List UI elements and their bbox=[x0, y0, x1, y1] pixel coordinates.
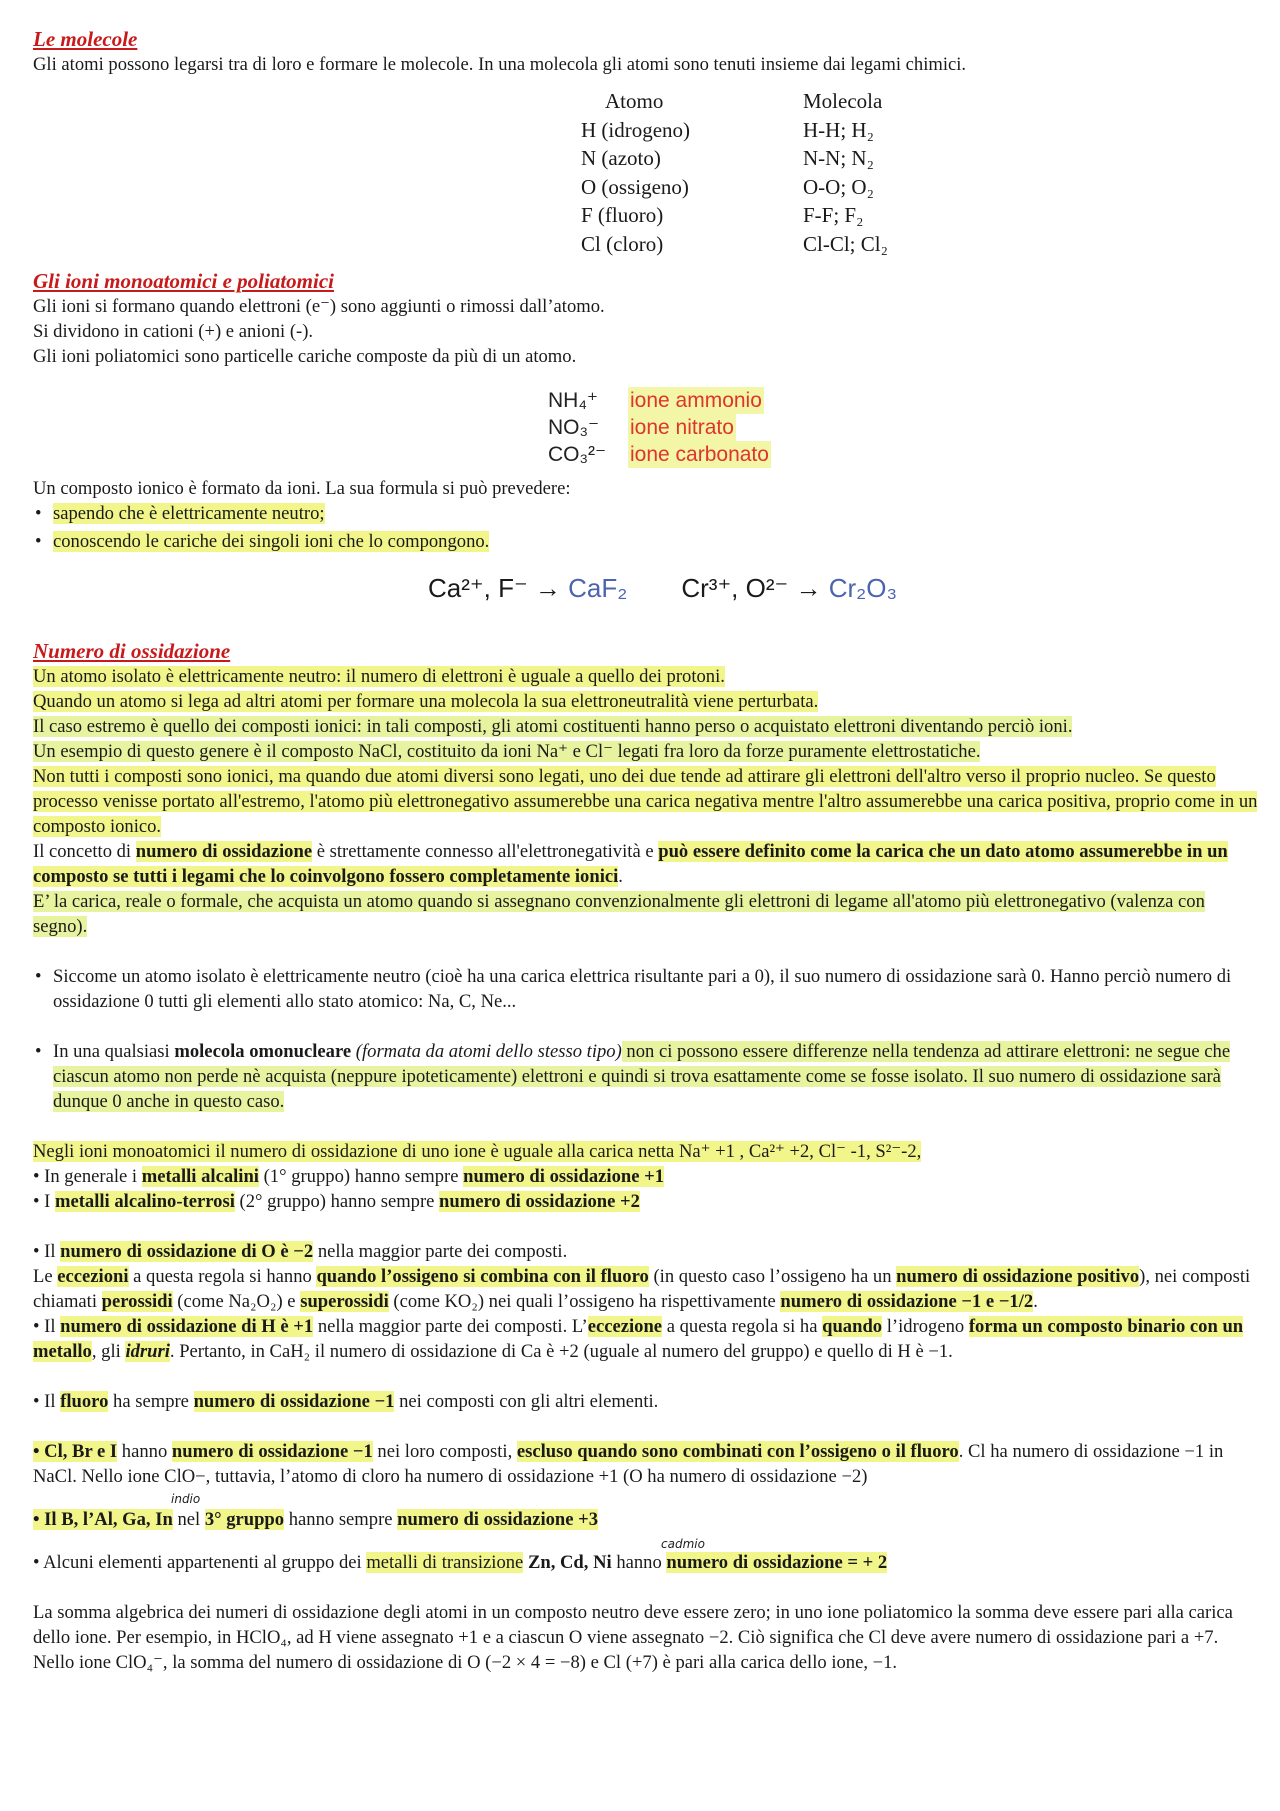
text: • Cl, Br e I bbox=[33, 1441, 118, 1462]
section-title-molecole: Le molecole bbox=[33, 27, 138, 51]
text: • Il bbox=[33, 1316, 61, 1337]
text: quando l’ossigeno si combina con il fluoro bbox=[316, 1266, 649, 1287]
ion-name: ione ammonio bbox=[630, 389, 762, 412]
paragraph bbox=[33, 714, 1258, 739]
text: numero di ossidazione −1 bbox=[193, 1391, 395, 1412]
text: metalli alcalini bbox=[141, 1166, 259, 1187]
ion-formula: NO₃⁻ bbox=[548, 416, 600, 439]
header-molecule: Molecola bbox=[803, 89, 883, 113]
text: • Alcuni elementi appartenenti al gruppo dei bbox=[33, 1552, 367, 1573]
paragraph bbox=[33, 839, 1258, 889]
text: E’ la carica, reale o formale, che acquista un atomo quando si assegnano convenzionalmente gli elettroni di legame all'atomo più elettronegativo (valenza con segno). bbox=[33, 891, 1205, 937]
atom-cell: Cl (cloro) bbox=[581, 231, 664, 256]
equation-left: Cr³⁺, O²⁻ → bbox=[681, 572, 822, 603]
ion-name: ione nitrato bbox=[630, 416, 734, 439]
text: Il concetto di bbox=[33, 841, 136, 862]
text: 3° gruppo bbox=[204, 1509, 285, 1530]
molecule-cell: F-F; F₂ bbox=[803, 203, 864, 227]
text: (formata da atomi dello stesso tipo) bbox=[351, 1041, 622, 1062]
text: numero di ossidazione di H è +1 bbox=[60, 1316, 314, 1337]
paragraph bbox=[33, 1439, 1258, 1489]
ioni-line: Si dividono in cationi (+) e anioni (-). bbox=[33, 321, 314, 342]
section-title-ioni: Gli ioni monoatomici e poliatomici bbox=[33, 269, 335, 293]
text: nei composti con gli altri elementi. bbox=[394, 1391, 659, 1412]
text: idruri bbox=[125, 1341, 170, 1362]
paragraph bbox=[33, 1164, 1258, 1189]
list-item bbox=[548, 414, 1258, 441]
paragraph bbox=[33, 889, 1258, 939]
ion-formula: CO₃²⁻ bbox=[548, 443, 607, 466]
text: . Pertanto, in CaH₂ il numero di ossidazione di Ca è +2 (uguale al numero del gruppo) e quello di H è −1. bbox=[169, 1341, 953, 1362]
text: Il caso estremo è quello dei composti ionici: in tali composti, gli atomi costituenti hanno perso o acquistato elettroni diventando perciò ioni. bbox=[33, 716, 1073, 737]
paragraph bbox=[33, 1492, 1258, 1532]
atom-cell: N (azoto) bbox=[581, 146, 661, 170]
text: . Cl ha numero di ossidazione −1 in NaCl. Nello ione ClO−, tuttavia, l’atomo di cloro ha numero di ossidazione +1 (O ha numero di ossidazione −2) bbox=[33, 1441, 1224, 1487]
text: numero di ossidazione +1 bbox=[463, 1166, 665, 1187]
bullet-text: conoscendo le cariche dei singoli ioni che lo compongono. bbox=[53, 531, 490, 552]
text: Un esempio di questo genere è il composto NaCl, costituito da ioni Na⁺ e Cl⁻ legati fra loro da forze puramente elettrostatiche. bbox=[33, 741, 981, 762]
text: • In generale i bbox=[33, 1166, 142, 1187]
bullet-text: sapendo che è elettricamente neutro; bbox=[53, 503, 325, 524]
table-row bbox=[581, 201, 888, 230]
ioni-line: Gli ioni si formano quando elettroni (e⁻) sono aggiunti o rimossi dall’atomo. bbox=[33, 296, 605, 317]
text: Un atomo isolato è elettricamente neutro: il numero di elettroni è uguale a quello dei protoni. bbox=[33, 666, 725, 687]
text: (come Na₂O₂) e bbox=[172, 1291, 301, 1312]
text: ha sempre bbox=[108, 1391, 194, 1412]
molecole-intro: Gli atomi possono legarsi tra di loro e formare le molecole. In una molecola gli atomi sono tenuti insieme dai legami chimici. bbox=[33, 54, 967, 75]
text: perossidi bbox=[101, 1291, 173, 1312]
text: (come KO₂) nei quali l’ossigeno ha rispettivamente bbox=[388, 1291, 781, 1312]
atom-molecule-table bbox=[581, 87, 888, 258]
text: a questa regola si ha bbox=[662, 1316, 823, 1337]
text: escluso quando sono combinati con l’ossigeno o il fluoro bbox=[516, 1441, 959, 1462]
text: nel bbox=[172, 1509, 205, 1530]
paragraph bbox=[33, 1314, 1258, 1364]
text: Zn, Cd, Ni bbox=[523, 1552, 612, 1573]
text: . bbox=[1033, 1291, 1038, 1312]
paragraph bbox=[33, 739, 1258, 764]
molecule-cell: Cl-Cl; Cl₂ bbox=[803, 231, 888, 256]
text: può essere definito come la carica che un dato atomo assumerebbe in un composto se tutti i legami che lo coinvolgono fossero completamente ionici bbox=[33, 841, 1228, 887]
document-content bbox=[33, 26, 1258, 1675]
list-item bbox=[548, 441, 1258, 468]
ioni-line: Gli ioni poliatomici sono particelle cariche composte da più di un atomo. bbox=[33, 346, 577, 367]
atom-cell: O (ossigeno) bbox=[581, 174, 689, 199]
list-item bbox=[33, 529, 1258, 554]
table-header-row bbox=[581, 87, 888, 116]
text: forma un composto binario con un metallo bbox=[33, 1316, 1244, 1362]
text: superossidi bbox=[300, 1291, 389, 1312]
text: hanno bbox=[611, 1552, 667, 1573]
text: eccezione bbox=[587, 1316, 663, 1337]
text: molecola omonucleare bbox=[174, 1041, 352, 1062]
table-row bbox=[581, 116, 888, 145]
text: numero di ossidazione di O è −2 bbox=[60, 1241, 314, 1262]
paragraph bbox=[33, 689, 1258, 714]
paragraph bbox=[33, 1264, 1258, 1314]
equation-left: Ca²⁺, F⁻ → bbox=[428, 572, 561, 603]
handwritten-note-indio: indio bbox=[171, 1492, 201, 1506]
paragraph bbox=[33, 1139, 1258, 1164]
text: numero di ossidazione −1 e −1/2 bbox=[780, 1291, 1034, 1312]
table-row bbox=[581, 230, 888, 259]
paragraph bbox=[33, 664, 1258, 689]
text: (1° gruppo) hanno sempre bbox=[258, 1166, 464, 1187]
text: metalli alcalino-terrosi bbox=[55, 1191, 235, 1212]
text: (in questo caso l’ossigeno ha un bbox=[648, 1266, 897, 1287]
text: metalli di transizione bbox=[366, 1552, 524, 1573]
ionic-equations bbox=[428, 568, 1258, 608]
text: • Il bbox=[33, 1241, 61, 1262]
polyatomic-ions-list bbox=[548, 387, 1258, 468]
text: non ci possono essere differenze nella tendenza ad attirare elettroni: ne segue che ciascun atomo non perde nè acquista (neppure ipoteticamente) elettroni e quindi si trova esattamente come se fosse isolato. Il suo numero di ossidazione sarà dunque 0 anche in questo caso. bbox=[53, 1041, 1231, 1112]
text: Quando un atomo si lega ad altri atomi per formare una molecola la sua elettroneutralità viene perturbata. bbox=[33, 691, 819, 712]
equation-right: CaF₂ bbox=[568, 572, 628, 603]
atom-cell: F (fluoro) bbox=[581, 203, 664, 227]
ion-formula: NH₄⁺ bbox=[548, 389, 598, 412]
section-title-ossidazione: Numero di ossidazione bbox=[33, 639, 231, 663]
paragraph bbox=[33, 1600, 1258, 1675]
handwritten-note-cadmio: cadmio bbox=[661, 1537, 705, 1551]
paragraph bbox=[33, 764, 1258, 839]
text: (2° gruppo) hanno sempre bbox=[234, 1191, 440, 1212]
text: Non tutti i composti sono ionici, ma quando due atomi diversi sono legati, uno dei due tende ad attirare gli elettroni dell'altro verso il proprio nucleo. Se questo processo venisse portato all'estremo, l'atomo più elettronegativo assumerebbe una carica negativa mentre l'altro assumerebbe una carica positiva, proprio come in un composto ionico. bbox=[33, 766, 1258, 837]
equation-right: Cr₂O₃ bbox=[828, 572, 898, 603]
atom-cell: H (idrogeno) bbox=[581, 117, 691, 142]
table-row bbox=[581, 144, 888, 173]
text: • I bbox=[33, 1191, 55, 1212]
paragraph bbox=[33, 1389, 1258, 1414]
paragraph bbox=[33, 1537, 1258, 1575]
molecule-cell: O-O; O₂ bbox=[803, 174, 874, 199]
text: numero di ossidazione −1 bbox=[171, 1441, 373, 1462]
list-item bbox=[33, 1039, 1258, 1114]
paragraph bbox=[33, 1189, 1258, 1214]
header-atom: Atomo bbox=[605, 89, 664, 113]
molecule-cell: H-H; H₂ bbox=[803, 117, 874, 142]
text: In una qualsiasi bbox=[53, 1041, 175, 1062]
text: numero di ossidazione = + 2 bbox=[666, 1552, 888, 1573]
text: nei loro composti, bbox=[372, 1441, 517, 1462]
text: Le bbox=[33, 1266, 58, 1287]
bullet-text: Siccome un atomo isolato è elettricamente neutro (cioè ha una carica elettrica risultante pari a 0), il suo numero di ossidazione sarà 0. Hanno perciò numero di ossidazione 0 tutti gli elementi allo stato atomico: Na, C, Ne... bbox=[53, 966, 1232, 1012]
text: numero di ossidazione +2 bbox=[439, 1191, 640, 1212]
compound-intro: Un composto ionico è formato da ioni. La sua formula si può prevedere: bbox=[33, 478, 571, 499]
text: eccezioni bbox=[57, 1266, 129, 1287]
molecule-cell: N-N; N₂ bbox=[803, 146, 874, 170]
text: quando bbox=[822, 1316, 883, 1337]
text: numero di ossidazione +3 bbox=[397, 1509, 599, 1530]
text: numero di ossidazione bbox=[135, 841, 313, 862]
text: . bbox=[618, 866, 623, 887]
text: a questa regola si hanno bbox=[128, 1266, 317, 1287]
text: La somma algebrica dei numeri di ossidazione degli atomi in un composto neutro deve essere zero; in uno ione poliatomico la somma deve essere pari alla carica dello ione. Per esempio, in HClO₄, ad H viene assegnato +1 e a ciascun O viene assegnato −2. Ciò significa che Cl deve avere numero di ossidazione pari a +7. Nello ione ClO₄⁻, la somma del numero di ossidazione di O (−2 × 4 = −8) e Cl (+7) è pari alla carica dello ione, −1. bbox=[33, 1602, 1233, 1673]
text: nella maggior parte dei composti. bbox=[313, 1241, 568, 1262]
text: • Il bbox=[33, 1391, 61, 1412]
text: Negli ioni monoatomici il numero di ossidazione di uno ione è uguale alla carica netta Na⁺ +1 , Ca²⁺ +2, Cl⁻ -1, S²⁻-2, bbox=[33, 1141, 922, 1162]
text: hanno bbox=[117, 1441, 172, 1462]
paragraph bbox=[33, 1239, 1258, 1264]
text: l’idrogeno bbox=[882, 1316, 969, 1337]
text: ), nei composti chiamati bbox=[33, 1266, 1251, 1312]
list-item bbox=[33, 501, 1258, 526]
text: , gli bbox=[91, 1341, 126, 1362]
text: nella maggior parte dei composti. L’ bbox=[313, 1316, 588, 1337]
list-item bbox=[548, 387, 1258, 414]
ion-name: ione carbonato bbox=[630, 443, 769, 466]
table-row bbox=[581, 173, 888, 202]
text: numero di ossidazione positivo bbox=[896, 1266, 1140, 1287]
text: fluoro bbox=[60, 1391, 109, 1412]
text: hanno sempre bbox=[284, 1509, 398, 1530]
text: • Il B, l’Al, Ga, In bbox=[33, 1509, 173, 1530]
list-item bbox=[33, 964, 1258, 1014]
text: è strettamente connesso all'elettronegatività e bbox=[312, 841, 659, 862]
